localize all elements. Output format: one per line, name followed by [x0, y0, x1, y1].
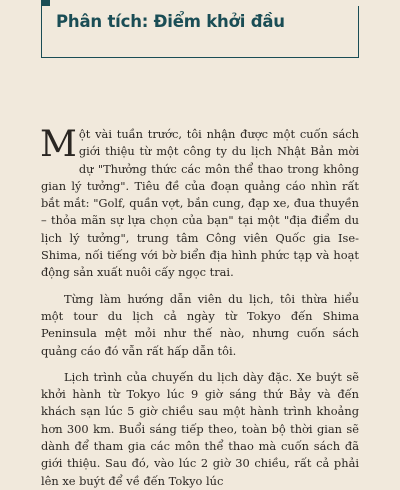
paragraph-2: Từng làm hướng dẫn viên du lịch, tôi thừa hiểu một tour du lịch cả ngày từ Tokyo đến Shima Peninsula mệt mỏi như thế nào, nhưng cuốn sách quảng cáo đó vẫn rất hấp dẫn tôi. [41, 291, 359, 358]
section-heading: Phân tích: Điểm khởi đầu [56, 12, 285, 31]
body-text [41, 126, 359, 490]
paragraph-1-text: ột vài tuần trước, tôi nhận được một cuốn sách giới thiệu từ một công ty du lịch Nhật Bản mời dự "Thưởng thức các môn thể thao trong không gian lý tưởng". Tiêu đề của đoạn quảng cáo nhìn rất bắt mắt: "Golf, quần vợt, bắn cung, đạp xe, đua thuyền – thỏa mãn sự lựa chọn của bạn" tại một "địa điểm du lịch lý tưởng", trung tâm Công viên Quốc gia Ise-Shima, nối tiếng với bờ biển địa hình phức tạp và hoạt động sản xuất nuôi cấy ngọc trai. [41, 127, 359, 280]
paragraph-1 [41, 126, 359, 282]
drop-cap: M [40, 124, 77, 165]
paragraph-3: Lịch trình của chuyến du lịch dày đặc. Xe buýt sẽ khởi hành từ Tokyo lúc 9 giờ sáng thứ Bảy và đến khách sạn lúc 5 giờ chiều sau một hành trình khoảng hơn 300 km. Buổi sáng tiếp theo, toàn bộ thời gian sẽ dành để tham gia các môn thể thao mà cuốn sách đã giới thiệu. Sau đó, vào lúc 2 giờ 30 chiều, rất cả phải lên xe buýt để về đến Tokyo lúc [41, 369, 359, 488]
